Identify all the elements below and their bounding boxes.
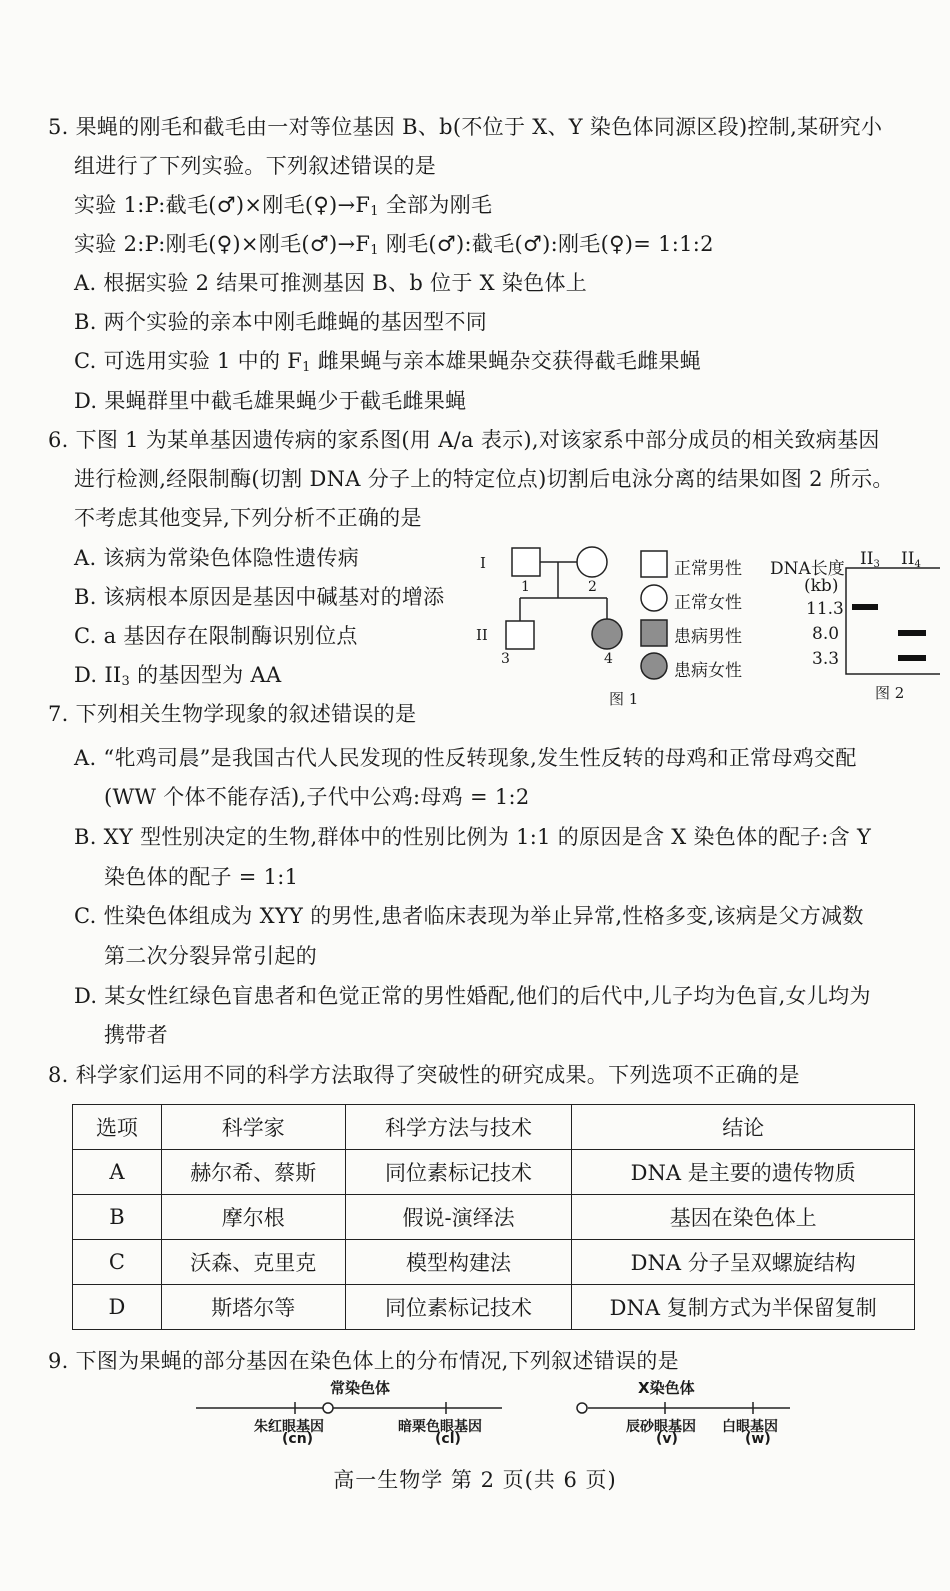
gene-cn-symbol: (cn) [282, 1431, 314, 1447]
legend-normal-female-symbol [641, 585, 667, 611]
cell-scientist: 摩尔根 [161, 1195, 345, 1240]
q5-experiment-2: 实验 2:P:刚毛(♀)×刚毛$(♂)\to F_1$ 刚毛(♂):截毛(♂):刚毛(♀)= 1:1:2 [74, 232, 714, 258]
q5-stem-line1: 5. 果蝇的刚毛和截毛由一对等位基因 B、b(不位于 X、Y 染色体同源区段)控制,某研究小 [48, 115, 883, 139]
pedigree-gen-II: II [476, 626, 488, 644]
legend-normal-male-symbol [641, 551, 667, 577]
cell-conclusion: DNA 是主要的遗传物质 [572, 1150, 915, 1195]
q7-option-d-line2: 携带者 [104, 1023, 168, 1047]
table-row [73, 1285, 915, 1330]
legend-affected-male-symbol [641, 620, 667, 646]
gene-w-name: 白眼基因 [722, 1419, 778, 1435]
gel-size-3.3: 3.3 [812, 649, 840, 669]
gel-lane-II4: $II_4$ [901, 549, 921, 570]
q6-option-c: C. a 基因存在限制酶识别位点 [74, 624, 358, 648]
q7-stem: 7. 下列相关生物学现象的叙述错误的是 [48, 702, 417, 726]
gel-size-8.0: 8.0 [812, 624, 840, 644]
cell-option: C [73, 1240, 162, 1285]
gel-size-11.3: 11.3 [806, 599, 844, 619]
gel-diagram [840, 566, 940, 678]
gene-cn-name: 朱红眼基因 [254, 1419, 324, 1435]
header-method: 科学方法与技术 [345, 1105, 572, 1150]
autosome-title: 常染色体 [330, 1379, 391, 1397]
chromosome-lines [190, 1398, 800, 1418]
q5-option-b: B. 两个实验的亲本中刚毛雌蝇的基因型不同 [74, 310, 488, 334]
autosome-centromere [323, 1403, 333, 1413]
q6-option-d: D. $II_3$ 的基因型为 AA [74, 663, 282, 689]
q9-stem: 9. 下图为果蝇的部分基因在染色体上的分布情况,下列叙述错误的是 [48, 1349, 679, 1373]
cell-conclusion: DNA 复制方式为半保留复制 [572, 1285, 915, 1330]
cell-scientist: 赫尔希、蔡斯 [161, 1150, 345, 1195]
q6-stem-line1: 6. 下图 1 为某单基因遗传病的家系图(用 A/a 表示),对该家系中部分成员的相关致病基因 [48, 428, 880, 452]
cell-method: 同位素标记技术 [345, 1285, 572, 1330]
gel-band-II3-11.3 [852, 604, 878, 610]
pedigree-num-1: 1 [521, 579, 530, 595]
pedigree-I2-normal-female [577, 547, 607, 577]
q7-option-b-line2: 染色体的配子 = 1:1 [104, 865, 299, 889]
header-scientist: 科学家 [161, 1105, 345, 1150]
pedigree-II4-affected-female [592, 619, 622, 649]
cell-method: 假说-演绎法 [345, 1195, 572, 1240]
q6-option-b: B. 该病根本原因是基因中碱基对的增添 [74, 585, 445, 609]
q8-table [72, 1104, 915, 1330]
q7-option-b-line1: B. XY 型性别决定的生物,群体中的性别比例为 1:1 的原因是含 X 染色体的配子:含 Y [74, 825, 872, 849]
legend-affected-male-label: 患病男性 [674, 627, 742, 647]
q5-option-c: C. 可选用实验 1 中的 $F_1$ 雌果蝇与亲本雄果蝇杂交获得截毛雌果蝇 [74, 349, 702, 375]
pedigree-gen-I: I [480, 554, 486, 572]
gel-lane-II3: $II_3$ [860, 549, 880, 570]
gel-ylabel: DNA长度 [770, 559, 845, 579]
cell-option: A [73, 1150, 162, 1195]
table-row [73, 1195, 915, 1240]
figure-1-caption: 图 1 [609, 690, 639, 708]
gene-cl-symbol: (cl) [435, 1431, 461, 1447]
q7-option-a-line2: (WW 个体不能存活),子代中公鸡:母鸡 = 1:2 [104, 785, 530, 809]
pedigree-num-3: 3 [501, 651, 510, 667]
q6-option-a: A. 该病为常染色体隐性遗传病 [74, 546, 360, 570]
figure-2-caption: 图 2 [875, 684, 905, 702]
cell-scientist: 沃森、克里克 [161, 1240, 345, 1285]
legend-affected-female-symbol [641, 653, 667, 679]
pedigree-num-2: 2 [588, 579, 597, 595]
gene-v-symbol: (v) [656, 1431, 678, 1447]
legend-normal-male-label: 正常男性 [674, 559, 742, 579]
q6-stem-line3: 不考虑其他变异,下列分析不正确的是 [74, 506, 422, 530]
cell-method: 同位素标记技术 [345, 1150, 572, 1195]
pedigree-legend-symbols [636, 548, 672, 686]
gel-unit: (kb) [804, 576, 839, 596]
q5-option-d: D. 果蝇群里中截毛雄果蝇少于截毛雌果蝇 [74, 389, 467, 413]
cell-conclusion: DNA 分子呈双螺旋结构 [572, 1240, 915, 1285]
header-conclusion: 结论 [572, 1105, 915, 1150]
q7-option-c-line1: C. 性染色体组成为 XYY 的男性,患者临床表现为举止异常,性格多变,该病是父方减数 [74, 904, 864, 928]
q6-stem-line2: 进行检测,经限制酶(切割 DNA 分子上的特定位点)切割后电泳分离的结果如图 2 所示。 [74, 467, 894, 491]
gel-band-II4-3.3 [898, 655, 926, 661]
x-centromere [577, 1403, 587, 1413]
gene-w-symbol: (w) [745, 1431, 771, 1447]
cell-scientist: 斯塔尔等 [161, 1285, 345, 1330]
q7-option-c-line2: 第二次分裂异常引起的 [104, 944, 317, 968]
legend-normal-female-label: 正常女性 [674, 593, 742, 613]
cell-method: 模型构建法 [345, 1240, 572, 1285]
q5-option-a: A. 根据实验 2 结果可推测基因 B、b 位于 X 染色体上 [74, 271, 588, 295]
pedigree-num-4: 4 [604, 651, 613, 667]
gene-cl-name: 暗栗色眼基因 [398, 1419, 482, 1435]
pedigree-I1-normal-male [512, 548, 540, 576]
q5-stem-line2: 组进行了下列实验。下列叙述错误的是 [74, 154, 437, 178]
cell-conclusion: 基因在染色体上 [572, 1195, 915, 1240]
q7-option-d-line1: D. 某女性红绿色盲患者和色觉正常的男性婚配,他们的后代中,儿子均为色盲,女儿均为 [74, 984, 871, 1008]
gene-v-name: 辰砂眼基因 [626, 1419, 696, 1435]
legend-affected-female-label: 患病女性 [674, 661, 742, 681]
table-row [73, 1150, 915, 1195]
q8-stem: 8. 科学家们运用不同的科学方法取得了突破性的研究成果。下列选项不正确的是 [48, 1063, 800, 1087]
cell-option: B [73, 1195, 162, 1240]
page-footer: 高一生物学 第 2 页(共 6 页) [333, 1468, 617, 1492]
q8-table-header [73, 1105, 915, 1150]
pedigree-diagram [470, 540, 640, 690]
q7-option-a-line1: A. “牝鸡司晨”是我国古代人民发现的性反转现象,发生性反转的母鸡和正常母鸡交配 [74, 746, 857, 770]
q5-experiment-1: 实验 1:P:截毛(♂)×刚毛$(♀)\to F_1$ 全部为刚毛 [74, 193, 493, 219]
table-row [73, 1240, 915, 1285]
x-chromosome-title: X染色体 [638, 1379, 695, 1397]
header-option: 选项 [73, 1105, 162, 1150]
cell-option: D [73, 1285, 162, 1330]
pedigree-II3-normal-male [506, 621, 534, 649]
gel-band-II4-8.0 [898, 630, 926, 636]
